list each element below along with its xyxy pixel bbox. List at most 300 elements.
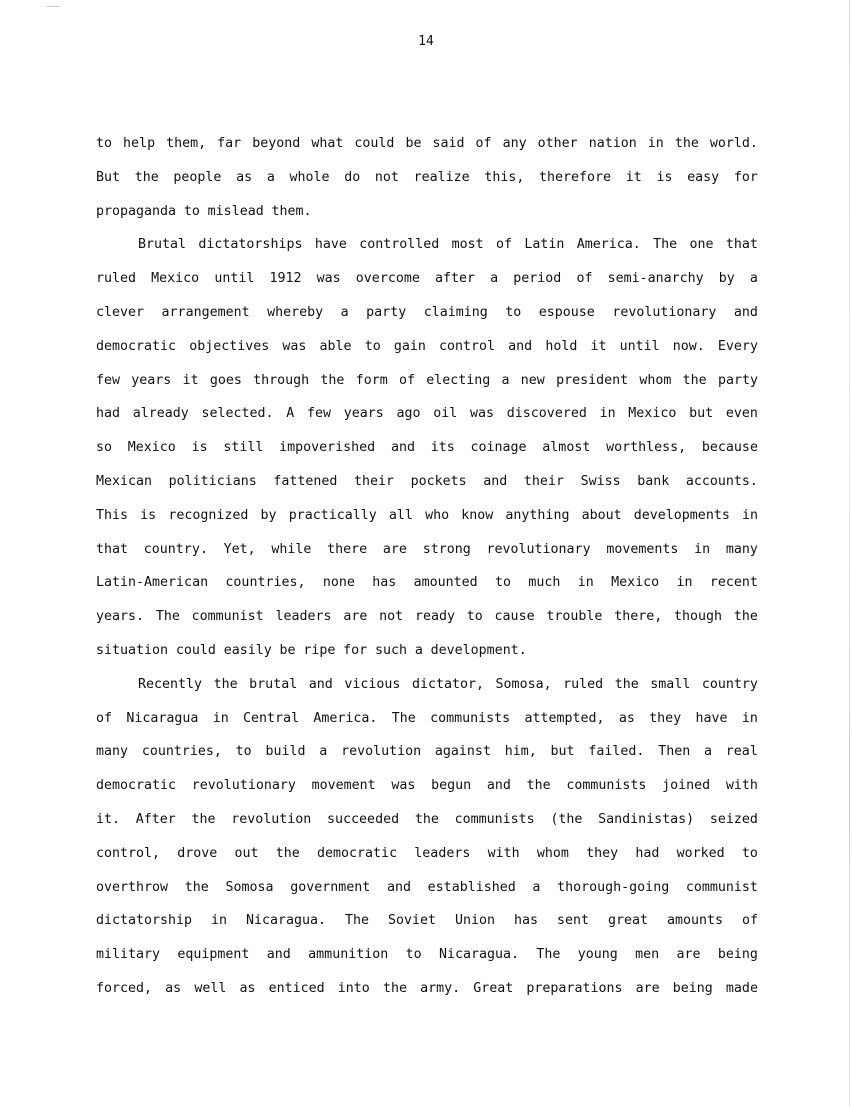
word: build xyxy=(265,744,306,760)
word: the xyxy=(674,136,699,151)
word: of xyxy=(475,136,492,151)
word: control, xyxy=(96,845,161,861)
word: great xyxy=(607,913,648,929)
word: goes xyxy=(209,372,242,388)
word: country xyxy=(701,676,758,692)
word: the xyxy=(213,676,238,692)
word: strong xyxy=(422,541,471,557)
body-text xyxy=(96,132,758,1011)
word: after xyxy=(434,271,475,287)
word: such xyxy=(375,642,408,658)
word: countries, xyxy=(141,744,222,760)
word: and xyxy=(733,304,758,320)
word: Nicaragua. xyxy=(438,947,519,963)
text-line xyxy=(96,673,758,707)
word: but xyxy=(689,406,714,422)
text-line xyxy=(96,808,758,842)
word: begun xyxy=(431,778,472,794)
word: whole xyxy=(289,169,330,185)
word: the xyxy=(526,778,551,794)
word: After xyxy=(135,811,176,827)
word: and xyxy=(386,879,411,895)
word: brutal xyxy=(249,676,298,692)
word: through xyxy=(253,372,310,388)
word: has xyxy=(513,913,539,929)
text-line xyxy=(96,639,758,673)
word: movements xyxy=(606,541,679,557)
word: Nicaragua. xyxy=(246,913,327,929)
word: for xyxy=(343,642,368,658)
word: practically xyxy=(288,507,377,523)
word: Yet, xyxy=(223,541,256,557)
word: young xyxy=(577,947,618,963)
word: not xyxy=(374,169,399,185)
word: a xyxy=(490,271,499,287)
word: a xyxy=(340,304,349,320)
word: army. xyxy=(420,980,461,996)
word: a xyxy=(266,169,275,185)
word: none xyxy=(322,575,355,591)
word: this, xyxy=(484,169,525,185)
word: a xyxy=(749,271,758,287)
word: overthrow xyxy=(96,879,169,895)
word: to xyxy=(235,744,252,760)
word: thorough-going xyxy=(557,879,670,895)
word: leaders xyxy=(414,845,471,861)
word: years xyxy=(343,406,384,422)
word: The xyxy=(155,609,180,625)
word: Mexico xyxy=(151,271,200,287)
text-line xyxy=(96,504,758,538)
word: and xyxy=(266,947,291,963)
word: America. xyxy=(313,710,378,726)
word: Sandinistas) xyxy=(598,811,695,827)
text-line xyxy=(96,605,758,639)
word: whom xyxy=(639,372,672,388)
word: real xyxy=(725,744,758,760)
word: overcome xyxy=(355,271,420,287)
word: the xyxy=(682,372,707,388)
word: communists xyxy=(454,811,535,827)
word: not xyxy=(379,609,404,625)
word: anything xyxy=(505,507,570,523)
word: they xyxy=(649,710,682,726)
word: still xyxy=(223,440,264,456)
word: established xyxy=(427,879,516,895)
word: dictatorship xyxy=(96,913,193,929)
word: joined xyxy=(662,778,711,794)
word: help xyxy=(123,136,156,151)
word: clever xyxy=(96,304,145,320)
word: far xyxy=(217,136,242,151)
word: communists xyxy=(566,778,647,794)
word: until xyxy=(619,338,660,354)
word: nation xyxy=(588,136,637,151)
word: claiming xyxy=(423,304,488,320)
word: there, xyxy=(614,609,663,625)
word: trouble xyxy=(546,609,603,625)
word: out xyxy=(234,845,259,861)
word: in xyxy=(211,913,228,929)
word: any xyxy=(502,136,527,151)
text-line xyxy=(96,876,758,910)
word: therefore xyxy=(539,169,612,185)
word: almost xyxy=(542,440,591,456)
word: amounted xyxy=(413,575,478,591)
word: and xyxy=(483,473,508,489)
word: but xyxy=(550,744,575,760)
word: Every xyxy=(717,338,758,354)
word: by xyxy=(260,507,277,523)
word: about xyxy=(581,507,622,523)
word: the xyxy=(184,879,209,895)
text-line xyxy=(96,842,758,876)
word: people xyxy=(173,169,222,185)
word: is xyxy=(191,440,208,456)
word: realize xyxy=(413,169,470,185)
page-number: 14 xyxy=(418,34,434,49)
word: a xyxy=(532,879,541,895)
word: the xyxy=(414,811,439,827)
word: mislead xyxy=(207,203,264,219)
word: who xyxy=(425,507,450,523)
word: in xyxy=(212,710,229,726)
word: Nicaragua xyxy=(126,710,199,726)
word: ruled xyxy=(96,271,137,287)
word: development. xyxy=(430,642,527,658)
word: ammunition xyxy=(308,947,389,963)
word: country. xyxy=(143,541,208,557)
word: against xyxy=(434,744,491,760)
scan-corner-mark xyxy=(46,6,60,7)
word: easily xyxy=(223,642,272,658)
text-line xyxy=(96,267,758,301)
word: in xyxy=(676,575,693,591)
word: controlled xyxy=(359,237,440,253)
word: many xyxy=(96,744,129,760)
word: situation xyxy=(96,642,169,658)
word: as xyxy=(236,169,253,185)
word: the xyxy=(733,609,758,625)
word: in xyxy=(741,507,758,523)
word: democratic xyxy=(317,845,398,861)
word: Mexico xyxy=(628,406,677,422)
word: to xyxy=(364,338,381,354)
word: military xyxy=(96,947,161,963)
word: it xyxy=(182,372,199,388)
word: succeeded xyxy=(327,811,400,827)
word: is xyxy=(140,507,157,523)
word: impoverished xyxy=(279,440,376,456)
word: had xyxy=(96,406,121,422)
word: their xyxy=(353,473,395,489)
word: president xyxy=(556,372,629,388)
word: small xyxy=(650,676,691,692)
word: democratic xyxy=(96,338,177,354)
word: a xyxy=(501,372,510,388)
text-line xyxy=(96,369,758,403)
word: years. xyxy=(96,609,145,625)
word: well xyxy=(194,980,227,996)
word: worked xyxy=(676,845,725,861)
word: seized xyxy=(709,811,758,827)
word: that xyxy=(96,541,129,557)
word: discovered xyxy=(506,406,587,422)
word: preparations xyxy=(526,980,623,996)
word: by xyxy=(718,271,735,287)
word: has xyxy=(372,575,397,591)
word: party xyxy=(717,372,758,388)
word: few xyxy=(96,372,121,388)
word: and xyxy=(508,338,533,354)
word: Brutal xyxy=(138,237,187,253)
word: (the xyxy=(550,811,583,827)
text-line xyxy=(96,335,758,369)
word: developments xyxy=(633,507,730,523)
word: The xyxy=(391,710,416,726)
text-line xyxy=(96,571,758,605)
word: leaders xyxy=(275,609,332,625)
word: whom xyxy=(536,845,569,861)
word: have xyxy=(314,237,347,253)
word: Great xyxy=(473,980,514,996)
word: and xyxy=(486,778,511,794)
word: movement xyxy=(311,778,376,794)
word: semi-anarchy xyxy=(607,271,704,287)
word: accounts. xyxy=(685,473,758,489)
word: the xyxy=(134,169,159,185)
word: them, xyxy=(166,136,207,151)
word: do xyxy=(344,169,361,185)
word: as xyxy=(239,980,256,996)
word: was xyxy=(282,338,307,354)
word: Mexican xyxy=(96,473,153,489)
word: and xyxy=(308,676,333,692)
word: until xyxy=(214,271,255,287)
word: Mexico xyxy=(611,575,660,591)
word: other xyxy=(537,136,578,151)
word: communist xyxy=(191,609,264,625)
word: for xyxy=(733,169,758,185)
word: even xyxy=(725,406,758,422)
word: and xyxy=(390,440,415,456)
word: with xyxy=(487,845,520,861)
word: in xyxy=(741,710,758,726)
word: was xyxy=(391,778,416,794)
word: beyond xyxy=(252,136,301,151)
word: though xyxy=(674,609,723,625)
word: America. xyxy=(576,237,641,253)
word: easy xyxy=(687,169,720,185)
word: whereby xyxy=(267,304,324,320)
word: amounts xyxy=(666,913,723,929)
word: drove xyxy=(177,845,218,861)
word: are xyxy=(635,980,660,996)
word: the xyxy=(191,811,216,827)
word: in xyxy=(694,541,711,557)
word: to xyxy=(466,609,483,625)
word: in xyxy=(599,406,616,422)
text-line xyxy=(96,538,758,572)
word: Union xyxy=(455,913,496,929)
word: one xyxy=(689,237,714,253)
word: Mexico xyxy=(127,440,176,456)
word: dictator, xyxy=(411,676,484,692)
word: recognized xyxy=(168,507,249,523)
word: failed. xyxy=(588,744,645,760)
text-line xyxy=(96,132,758,166)
word: coinage xyxy=(470,440,527,456)
word: it. xyxy=(96,811,121,827)
word: Latin xyxy=(524,237,565,253)
word: many xyxy=(725,541,758,557)
word: Recently xyxy=(138,676,203,692)
word: Somosa xyxy=(225,879,274,895)
word: as xyxy=(618,710,635,726)
word: now. xyxy=(672,338,705,354)
word: the xyxy=(320,372,345,388)
word: it xyxy=(625,169,642,185)
word: of xyxy=(398,372,415,388)
text-line xyxy=(96,740,758,774)
word: propaganda xyxy=(96,203,177,219)
word: as xyxy=(165,980,182,996)
word: what xyxy=(311,136,344,151)
word: Latin-American xyxy=(96,575,209,591)
word: ruled xyxy=(563,676,604,692)
word: was xyxy=(316,271,341,287)
text-line xyxy=(96,200,758,234)
word: fattened xyxy=(273,473,338,489)
word: their xyxy=(523,473,564,489)
word: Then xyxy=(658,744,691,760)
word: a xyxy=(319,744,328,760)
word: control xyxy=(438,338,496,354)
word: that xyxy=(725,237,758,253)
text-line xyxy=(96,943,758,977)
word: recent xyxy=(709,575,758,591)
word: are xyxy=(382,541,407,557)
word: pockets xyxy=(410,473,467,489)
word: was xyxy=(470,406,495,422)
word: government xyxy=(290,879,371,895)
word: enticed xyxy=(268,980,325,996)
word: period xyxy=(513,271,562,287)
word: politicians xyxy=(168,473,257,489)
word: revolution xyxy=(341,744,422,760)
word: know xyxy=(461,507,494,523)
word: Soviet xyxy=(388,913,437,929)
word: form xyxy=(355,372,388,388)
word: into xyxy=(337,980,370,996)
word: it xyxy=(590,338,607,354)
word: the xyxy=(614,676,639,692)
word: gain xyxy=(393,338,426,354)
word: years xyxy=(131,372,172,388)
word: The xyxy=(653,237,678,253)
word: most xyxy=(451,237,484,253)
word: the xyxy=(382,980,407,996)
word: its xyxy=(430,440,455,456)
word: selected. xyxy=(201,406,274,422)
word: of xyxy=(741,913,758,929)
word: revolutionary xyxy=(191,778,296,794)
word: much xyxy=(528,575,561,591)
word: revolutionary xyxy=(612,304,717,320)
word: revolutionary xyxy=(486,541,591,557)
word: said xyxy=(432,136,465,151)
text-line xyxy=(96,977,758,1011)
word: have xyxy=(695,710,728,726)
word: espouse xyxy=(538,304,595,320)
word: to xyxy=(183,203,200,219)
word: new xyxy=(520,372,545,388)
word: being xyxy=(717,947,758,963)
text-line xyxy=(96,909,758,943)
word: to xyxy=(96,136,113,151)
word: had xyxy=(635,845,660,861)
text-line xyxy=(96,470,758,504)
word: made xyxy=(725,980,758,996)
word: few xyxy=(307,406,332,422)
word: of xyxy=(96,710,113,726)
word: of xyxy=(576,271,593,287)
word: is xyxy=(656,169,673,185)
word: a xyxy=(704,744,713,760)
text-line xyxy=(96,402,758,436)
word: sent xyxy=(556,913,589,929)
word: revolution xyxy=(231,811,312,827)
word: countries, xyxy=(225,575,306,591)
word: a xyxy=(414,642,423,658)
word: could xyxy=(175,642,216,658)
word: men xyxy=(635,947,660,963)
word: arrangement xyxy=(161,304,250,320)
word: party xyxy=(366,304,407,320)
word: democratic xyxy=(96,778,177,794)
word: to xyxy=(505,304,522,320)
word: ripe xyxy=(303,642,336,658)
word: could xyxy=(354,136,395,151)
word: while xyxy=(271,541,312,557)
word: ready xyxy=(414,609,455,625)
word: him, xyxy=(504,744,537,760)
word: because xyxy=(701,440,758,456)
word: to xyxy=(741,845,758,861)
word: in xyxy=(647,136,664,151)
text-line xyxy=(96,233,758,267)
word: attempted, xyxy=(524,710,605,726)
text-line xyxy=(96,707,758,741)
text-line xyxy=(96,436,758,470)
word: being xyxy=(672,980,713,996)
word: with xyxy=(725,778,758,794)
word: worthless, xyxy=(606,440,687,456)
word: in xyxy=(577,575,594,591)
word: forced, xyxy=(96,980,153,996)
word: to xyxy=(494,575,511,591)
word: so xyxy=(96,440,113,456)
word: all xyxy=(388,507,413,523)
text-line xyxy=(96,301,758,335)
text-line xyxy=(96,774,758,808)
word: Swiss xyxy=(580,473,621,489)
word: bank xyxy=(637,473,670,489)
word: Central xyxy=(243,710,300,726)
text-line xyxy=(96,166,758,200)
word: the xyxy=(275,845,300,861)
word: But xyxy=(96,169,121,185)
